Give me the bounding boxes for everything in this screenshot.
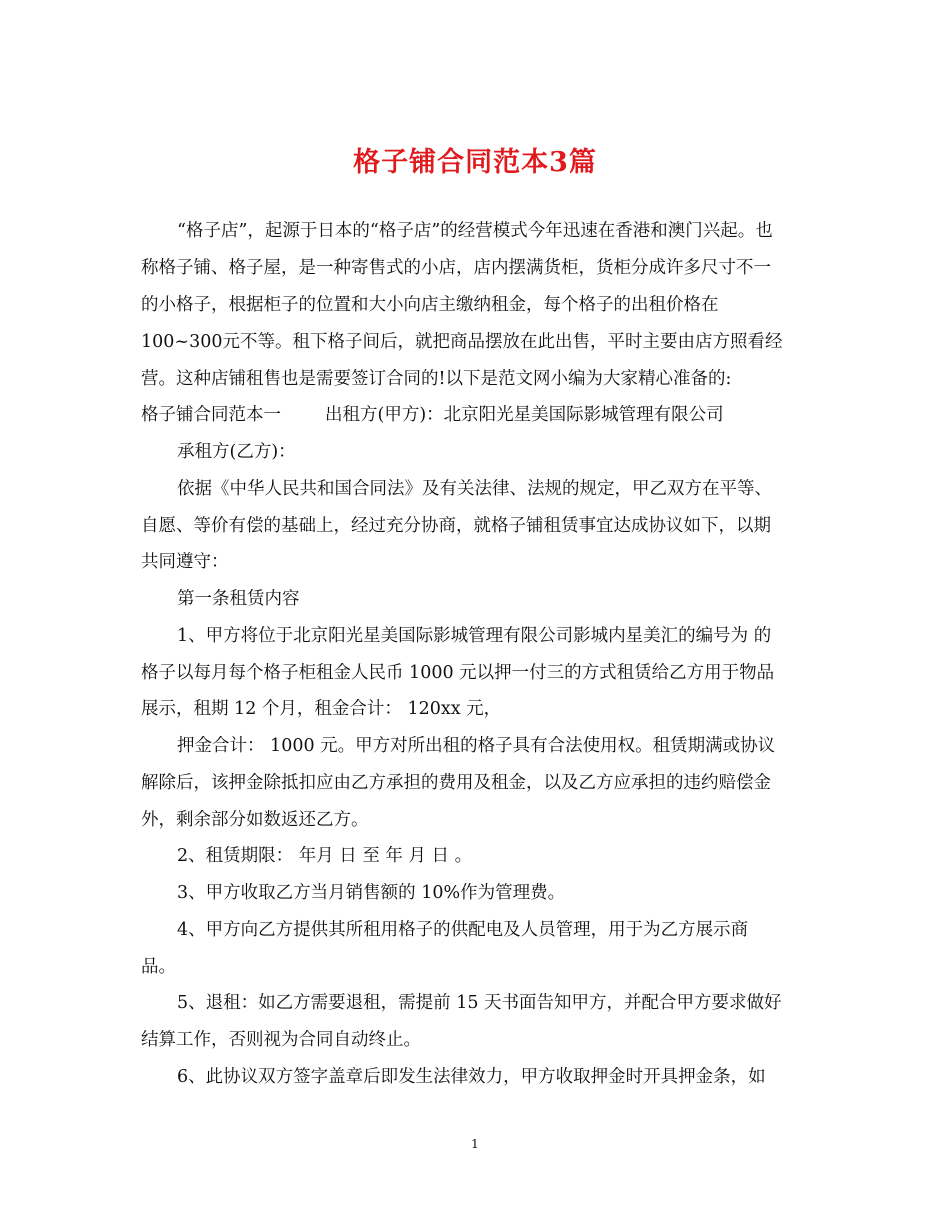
paragraph-line: 5、退租：如乙方需要退租，需提前 15 天书面告知甲方，并配合甲方要求做好 (177, 993, 782, 1013)
paragraph-line: 格子以每月每个格子柜租金人民币 1000 元以押一付三的方式租赁给乙方用于物品 (141, 663, 775, 683)
paragraph-line: 押金合计： 1000 元。甲方对所出租的格子具有合法使用权。租赁期满或协议 (177, 736, 776, 756)
paragraph-line: 1、甲方将位于北京阳光星美国际影城管理有限公司影城内星美汇的编号为 的 (177, 626, 772, 646)
lessor-line: 出租方(甲方)：北京阳光星美国际影城管理有限公司 (325, 405, 724, 425)
article-heading: 第一条租赁内容 (177, 589, 300, 609)
paragraph-line: 自愿、等价有偿的基础上，经过充分协商，就格子铺租赁事宜达成协议如下，以期 (141, 516, 771, 536)
paragraph-line: “格子店”，起源于日本的“格子店”的经营模式今年迅速在香港和澳门兴起。也 (177, 221, 773, 241)
paragraph-line: 依据《中华人民共和国合同法》及有关法律、法规的规定，甲乙双方在平等、 (177, 479, 772, 499)
paragraph-line: 品。 (141, 957, 176, 977)
paragraph-line: 解除后，该押金除抵扣应由乙方承担的费用及租金，以及乙方应承担的违约赔偿金 (141, 773, 771, 793)
paragraph-line: 营。这种店铺租售也是需要签订合同的!以下是范文网小编为大家精心准备的: (141, 369, 732, 389)
page-number: 1 (471, 1137, 479, 1151)
paragraph-line: 4、甲方向乙方提供其所租用格子的供配电及人员管理，用于为乙方展示商 (177, 920, 749, 940)
lessee-line: 承租方(乙方)： (177, 442, 296, 462)
section-heading: 格子铺合同范本一 (141, 405, 281, 425)
paragraph-line: 3、甲方收取乙方当月销售额的 10%作为管理费。 (177, 883, 566, 903)
paragraph-line: 共同遵守： (141, 552, 229, 572)
paragraph-line: 结算工作，否则视为合同自动终止。 (141, 1030, 421, 1050)
paragraph-line: 2、租赁期限： 年月 日 至 年 月 日 。 (177, 846, 473, 866)
paragraph-line: 称格子铺、格子屋，是一种寄售式的小店，店内摆满货柜，货柜分成许多尺寸不一 (141, 258, 771, 278)
paragraph-line: 外，剩余部分如数返还乙方。 (141, 810, 369, 830)
paragraph-line: 的小格子，根据柜子的位置和大小向店主缴纳租金，每个格子的出租价格在 (141, 295, 719, 315)
paragraph-line-combined (141, 403, 724, 427)
paragraph-line: 6、此协议双方签字盖章后即发生法律效力，甲方收取押金时开具押金条，如 (177, 1067, 766, 1087)
paragraph-line: 100~300元不等。租下格子间后，就把商品摆放在此出售，平时主要由店方照看经 (141, 332, 783, 352)
document-title: 格子铺合同范本3篇 (353, 147, 597, 178)
paragraph-line: 展示，租期 12 个月，租金合计： 120xx 元， (141, 699, 502, 719)
